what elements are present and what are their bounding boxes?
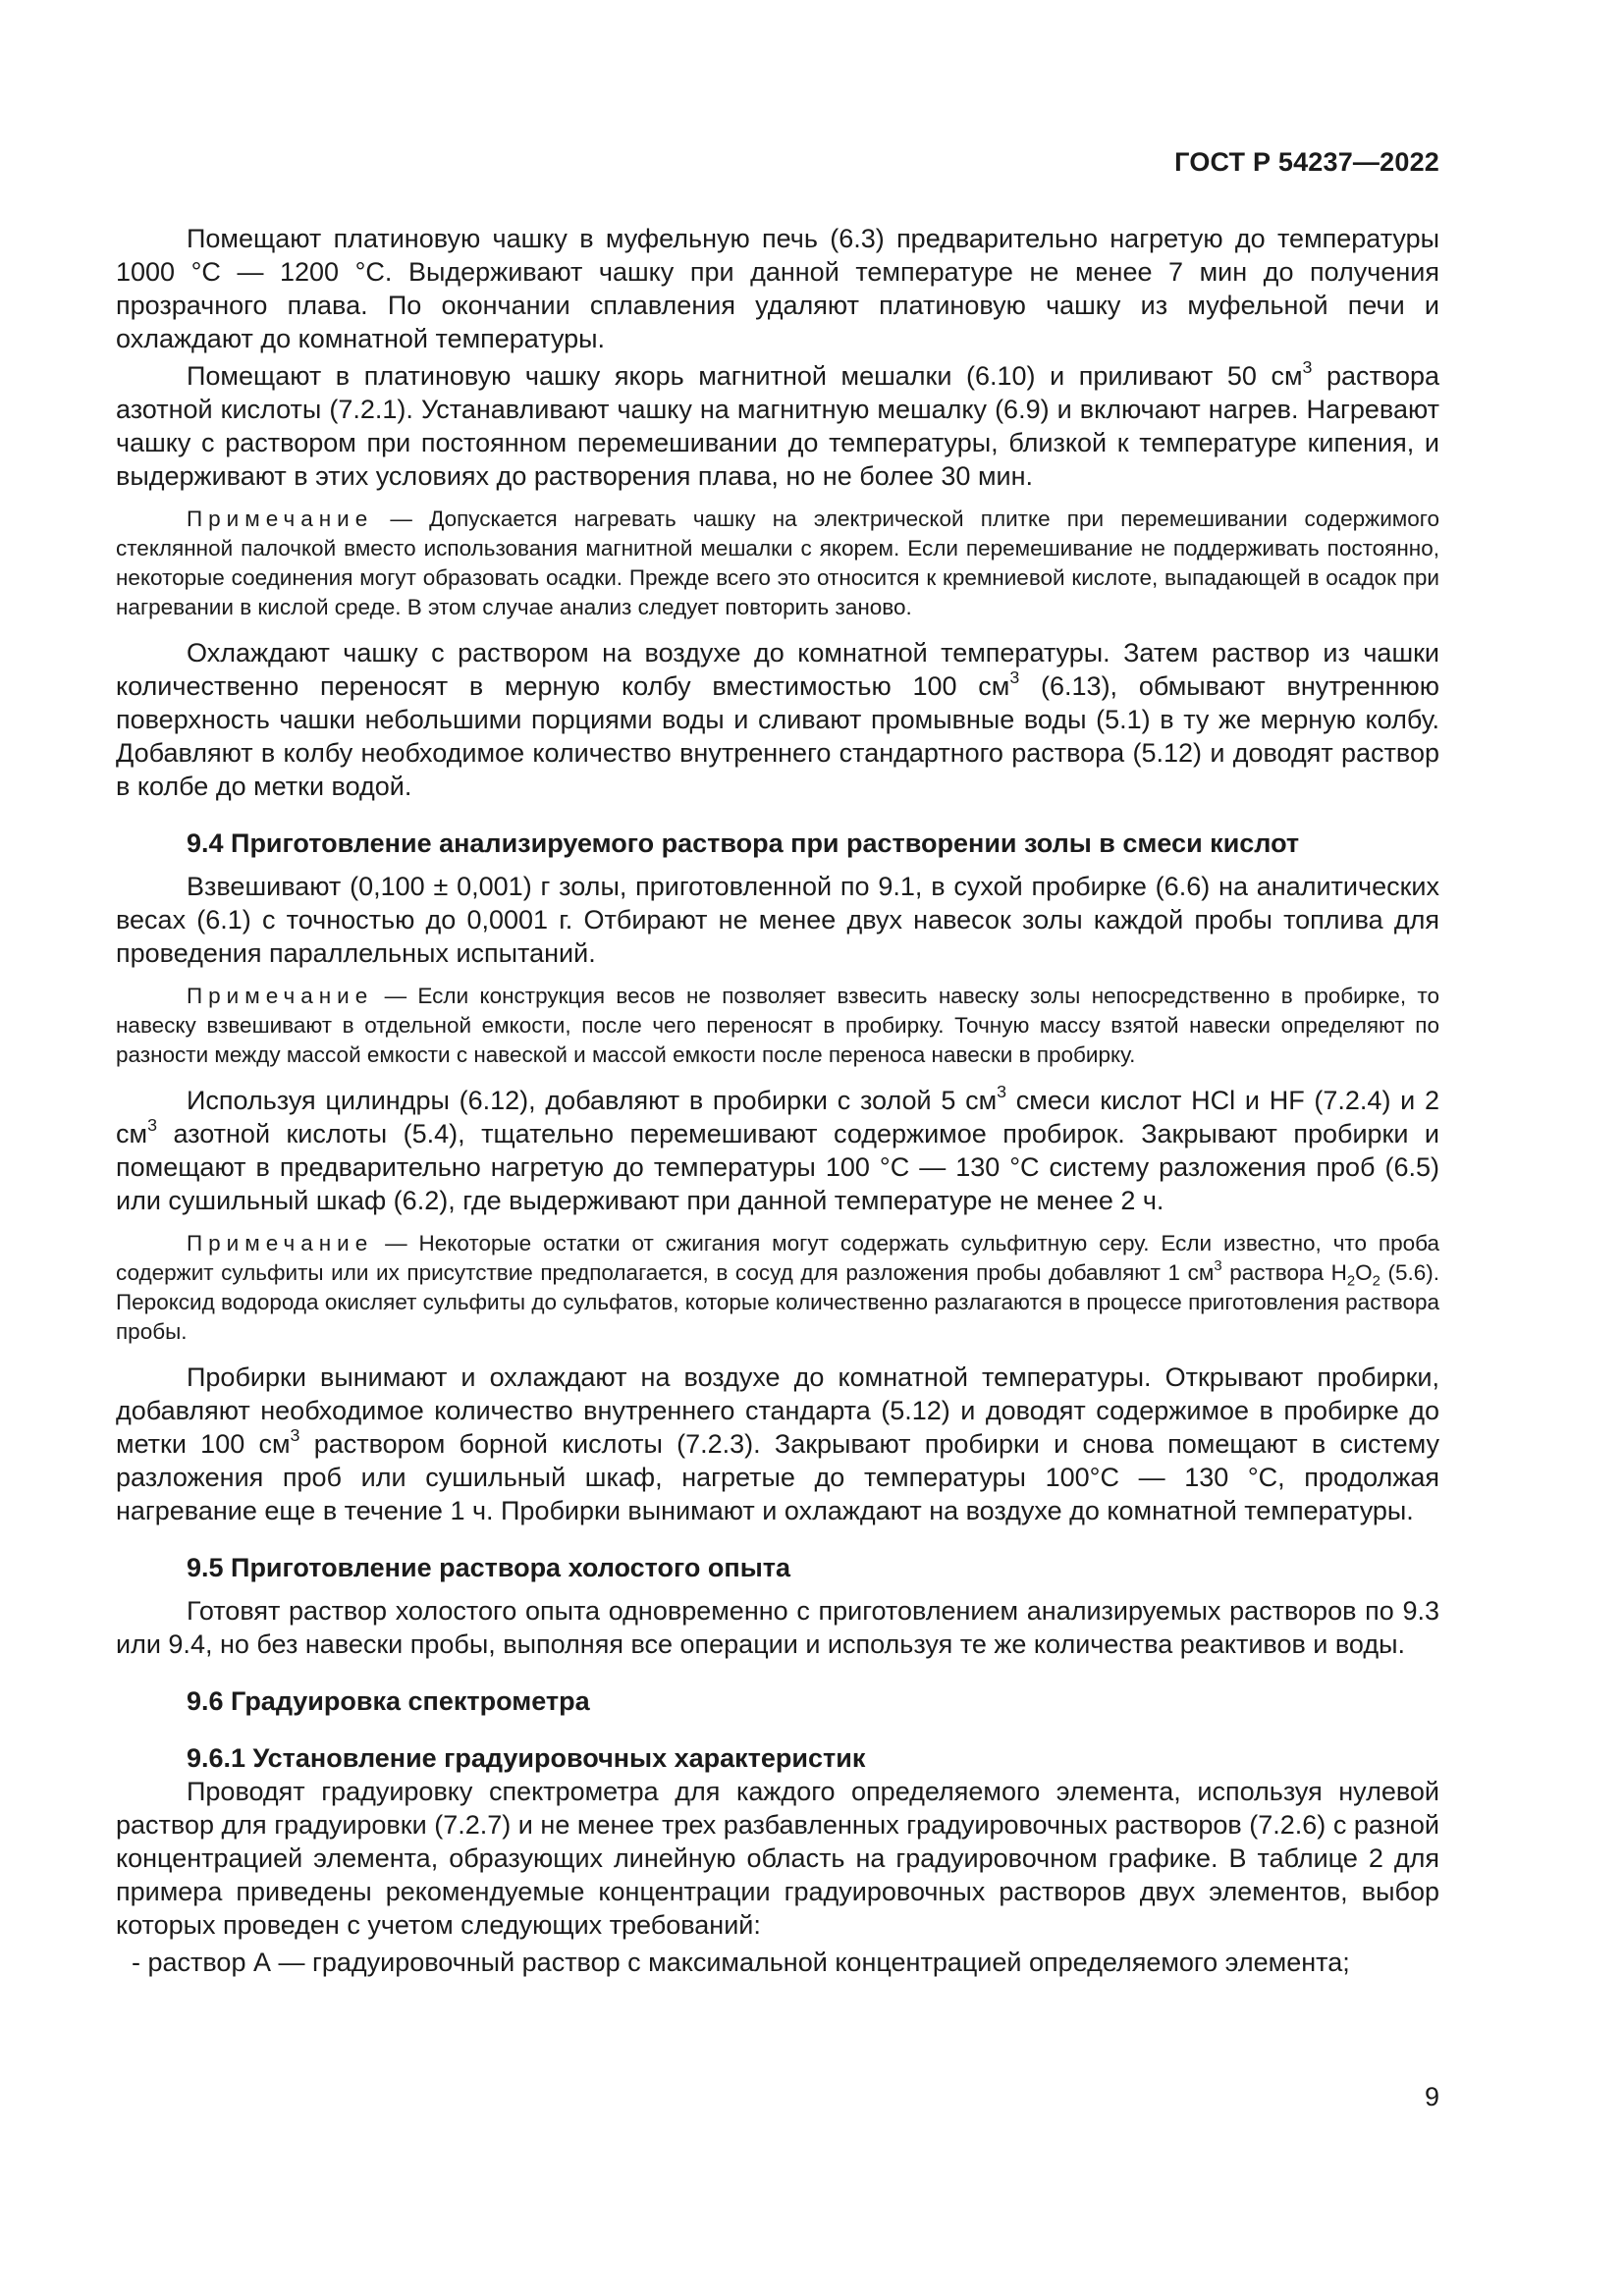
paragraph: Пробирки вынимают и охлаждают на воздухе до комнатной температуры. Открывают пробирки, добавляют необходимое количество внутреннего стандарта (5.12) и доводят содержимое в пробирке до метки 100 $см^3$ раствором борной кислоты (7.2.3). Закрывают пробирки и снова помещают в систему разложения проб или сушильный шкаф, нагретые до температуры 100°С — 130 °С, продолжая нагревание еще в течение 1 ч. Пробирки вынимают и охлаждают на воздухе до комнатной температуры. (116, 1362, 1439, 1525)
paragraph: Помещают платиновую чашку в муфельную печь (6.3) предварительно нагретую до температуры 1000 °С — 1200 °С. Выдерживают чашку при данной температуре не менее 7 мин до получения прозрачного плава. По окончании сплавления удаляют платиновую чашку из муфельной печи и охлаждают до комнатной температуры. (116, 224, 1439, 353)
section-heading-9-5: 9.5 Приготовление раствора холостого опыта (187, 1553, 791, 1582)
section-heading-9-6-1: 9.6.1 Установление градуировочных характеристик (187, 1743, 866, 1773)
document-page (116, 0, 1439, 2296)
paragraph: Используя цилиндры (6.12), добавляют в пробирки с золой 5 $см^3$ смеси кислот HCl и HF (7.2.4) и 2 $см^3$ азотной кислоты (5.4), тщательно перемешивают содержимое пробирок. Закрывают пробирки и помещают в предварительно нагретую до температуры 100 °С — 130 °С систему разложения проб (6.5) или сушильный шкаф (6.2), где выдерживают при данной температуре не менее 2 ч. (116, 1082, 1439, 1215)
paragraph: Готовят раствор холостого опыта одновременно с приготовлением анализируемых растворов по 9.3 или 9.4, но без навески пробы, выполняя все операции и используя те же количества реактивов и воды. (116, 1596, 1439, 1659)
note: Примечание — Допускается нагревать чашку на электрической плитке при перемешивании содержимого стеклянной палочкой вместо использования магнитной мешалки с якорем. Если перемешивание не поддерживать постоянно, некоторые соединения могут образовать осадки. Прежде всего это относится к кремниевой кислоте, выпадающей в осадок при нагревании в кислой среде. В этом случае анализ следует повторить заново. (116, 507, 1439, 619)
note-label: Примечание (187, 1231, 374, 1255)
paragraph: Охлаждают чашку с раствором на воздухе до комнатной температуры. Затем раствор из чашки количественно переносят в мерную колбу вместимостью 100 $см^3$ (6.13), обмывают внутреннюю поверхность чашки небольшими порциями воды и сливают промывные воды (5.1) в ту же мерную колбу. Добавляют в колбу необходимое количество внутреннего стандартного раствора (5.12) и доводят раствор в колбе до метки водой. (116, 638, 1439, 801)
section-heading-9-6: 9.6 Градуировка спектрометра (187, 1686, 590, 1716)
note: Примечание — Если конструкция весов не позволяет взвесить навеску золы непосредственно в пробирке, то навеску взвешивают в отдельной емкости, после чего переносят в пробирку. Точную массу взятой навески определяют по разности между массой емкости с навеской и массой емкости после переноса навески в пробирку. (116, 984, 1439, 1067)
note: Примечание — Некоторые остатки от сжигания могут содержать сульфитную серу. Если известно, что проба содержит сульфиты или их присутствие предполагается, в сосуд для разложения пробы добавляют 1 $см^3$ раствора $H_2O_2$ (5.6). Пероксид водорода окисляет сульфиты до сульфатов, которые количественно разлагаются в процессе приготовления раствора пробы. (116, 1231, 1439, 1344)
note-label: Примечание (187, 507, 374, 531)
paragraph: Помещают в платиновую чашку якорь магнитной мешалки (6.10) и приливают 50 $см^3$ раствора азотной кислоты (7.2.1). Устанавливают чашку на магнитную мешалку (6.9) и включают нагрев. Нагревают чашку с раствором при постоянном перемешивании до температуры, близкой к температуре кипения, и выдерживают в этих условиях до растворения плава, но не более 30 мин. (116, 357, 1439, 491)
list-item: - раствор А — градуировочный раствор с максимальной концентрацией определяемого элемента; (132, 1948, 1350, 1977)
section-heading-9-4: 9.4 Приготовление анализируемого раствора при растворении золы в смеси кислот (187, 828, 1300, 858)
document-body (116, 222, 1439, 1979)
paragraph: Взвешивают (0,100 ± 0,001) г золы, приготовленной по 9.1, в сухой пробирке (6.6) на аналитических весах (6.1) с точностью до 0,0001 г. Отбирают не менее двух навесок золы каждой пробы топлива для проведения параллельных испытаний. (116, 872, 1439, 968)
page-number: 9 (1424, 2082, 1439, 2111)
paragraph: Проводят градуировку спектрометра для каждого определяемого элемента, используя нулевой раствор для градуировки (7.2.7) и не менее трех разбавленных градуировочных растворов (7.2.6) с разной концентрацией элемента, образующих линейную область на градуировочном графике. В таблице 2 для примера приведены рекомендуемые концентрации градуировочных растворов двух элементов, выбор которых проведен с учетом следующих требований: (116, 1777, 1439, 1940)
standard-header: ГОСТ Р 54237—2022 (1174, 147, 1439, 177)
note-label: Примечание (187, 984, 374, 1008)
